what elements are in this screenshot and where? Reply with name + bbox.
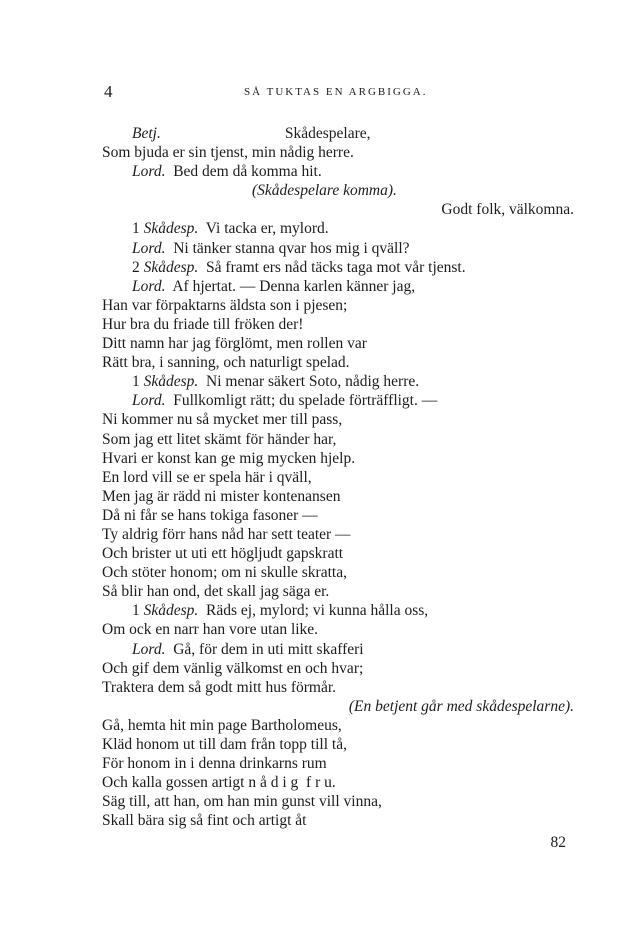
text-line [102,487,574,506]
line-text: 2 [132,258,144,276]
italic-text: Lord. [132,239,166,257]
line-text: Ty aldrig förr hans nåd har sett teater — [102,525,351,543]
line-text: Af hjertat. — Denna karlen känner jag, [165,277,416,295]
text-line [102,620,574,639]
line-text: Men jag är rädd ni mister kontenansen [102,487,341,505]
text-line [102,735,574,754]
text-line [102,582,574,601]
text-line [102,334,574,353]
text-line [102,525,574,544]
line-text: Gå, hemta hit min page Bartholomeus, [102,716,342,734]
text-line [102,296,574,315]
line-text: Traktera dem så godt mitt hus förmår. [102,678,337,696]
text-line [102,430,574,449]
text-line [102,716,574,735]
text-line [102,792,574,811]
line-text: Då ni får se hans tokiga fasoner — [102,506,318,524]
text-line [102,277,574,296]
text-line [102,544,574,563]
text-line [102,124,574,143]
text-line [102,315,574,334]
line-text: Ditt namn har jag förglömt, men rollen var [102,335,367,353]
line-text: Ni menar säkert Soto, nådig herre. [198,373,420,391]
italic-text: (Skådespelare komma). [252,182,397,200]
text-line [102,391,574,410]
line-text: Så framt ers nåd täcks taga mot vår tjenst. [198,258,466,276]
text-line [102,219,574,238]
text-line [102,640,574,659]
line-text: 1 [132,220,144,238]
running-title: SÅ TUKTAS EN ARGBIGGA. [244,86,428,98]
line-text: Och stöter honom; om ni skulle skratta, [102,564,347,582]
line-text: En lord vill se er spela här i qväll, [102,468,312,486]
line-text: Godt folk, välkomna. [441,201,574,219]
line-text: Räds ej, mylord; vi kunna hålla oss, [198,602,429,620]
text-line [102,506,574,525]
text-line [102,601,574,620]
text-line [102,239,574,258]
line-text: Säg till, att han, om han min gunst vill vinna, [102,793,382,811]
line-text: Och gif dem vänlig välkomst en och hvar; [102,659,364,677]
line-text: Kläd honom ut till dam från topp till tå, [102,736,347,753]
line-text: Hvari er konst kan ge mig mycken hjelp. [102,449,356,467]
line-text: Gå, för dem in uti mitt skafferi [165,640,364,658]
text-line [102,353,574,372]
line-text: Ni kommer nu så mycket mer till pass, [102,411,343,429]
signature-number: 82 [550,834,566,851]
line-text: Om ock en narr han vore utan like. [102,621,319,639]
italic-text: Lord. [132,277,166,295]
italic-text: Lord. [132,163,166,181]
text-line [102,754,574,773]
page-header [104,82,574,102]
page-number: 4 [104,82,113,101]
text-line [102,410,574,429]
line-text: Och brister ut uti ett högljudt gapskratt [102,545,344,563]
text-line [102,258,574,277]
line-text: Som bjuda er sin tjenst, min nådig herre. [102,144,354,162]
line-text: Ni tänker stanna qvar hos mig i qväll? [165,239,410,257]
italic-text: (En betjent går med skådespelarne). [348,697,574,715]
italic-text: Lord. [132,392,166,410]
text-line [102,659,574,678]
line-text: Vi tacka er, mylord. [198,220,329,238]
text-line [102,372,574,391]
line-text: Han var förpaktarns äldsta son i pjesen; [102,296,348,314]
line-text: 1 [132,373,144,391]
italic-text: Skådesp. [143,258,199,276]
line-text: Skall bära sig så fint och artigt åt [102,812,307,830]
italic-text: Skådesp. [143,220,199,238]
text-line [102,181,574,200]
text-line [102,678,574,697]
text-line [102,563,574,582]
text-line [102,468,574,487]
text-line [102,143,574,162]
line-text: För honom in i denna drinkarns rum [102,755,327,773]
text-line [102,773,574,792]
line-text: Som jag ett litet skämt för händer har, [102,430,337,448]
line-text: Så blir han ond, det skall jag säga er. [102,583,330,601]
text-line [102,162,574,181]
verse-text [102,124,574,830]
line-text: Och kalla gossen artigt n å d i g f r u. [102,774,336,792]
line-text: 1 [132,602,144,620]
italic-text: Skådesp. [143,602,199,620]
text-line [102,200,574,219]
line-text: Bed dem då komma hit. [165,163,322,181]
italic-text: Betj. [132,125,161,142]
text-line [102,449,574,468]
line-text: Rätt bra, i sanning, och naturligt spelad. [102,354,350,372]
line-text: Hur bra du friade till fröken der! [102,315,304,333]
italic-text: Skådesp. [143,373,199,391]
italic-text: Lord. [132,640,166,658]
text-line [102,697,574,716]
line-text: Fullkomligt rätt; du spelade förträffligt. — [165,392,438,410]
text-line [102,811,574,830]
line-text: Skådespelare, [160,125,371,142]
